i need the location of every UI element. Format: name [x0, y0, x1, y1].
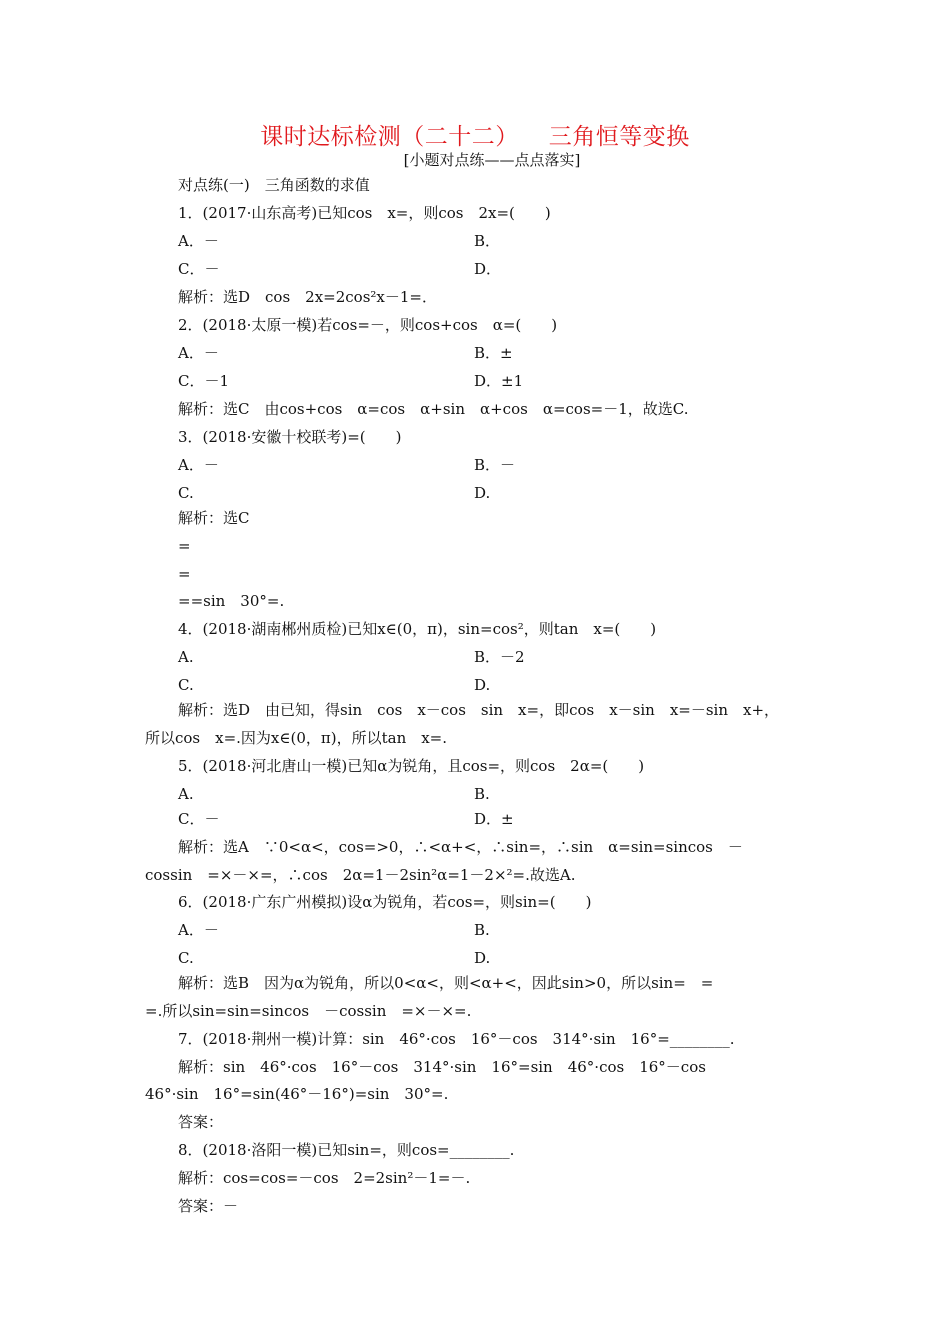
page-title [0, 118, 950, 151]
text-line: 对点练(一) 三角函数的求值 [178, 176, 370, 194]
text-line: 答案： [178, 1113, 224, 1131]
text-line: A. [178, 785, 194, 803]
text-line: C．－1 [178, 372, 230, 390]
title-main: 课时达标检测（二十二） [260, 124, 519, 150]
text-line: cossin =×－×=，∴cos 2α=1－2sin²α=1－2×²=.故选A. [145, 866, 576, 884]
text-line: 解析：sin 46°·cos 16°－cos 314°·sin 16°=sin 46°·cos 16°－cos [178, 1058, 706, 1076]
text-line: 解析：选C [178, 509, 250, 527]
text-line: 3．(2018·安徽十校联考)=( ) [178, 428, 402, 446]
option-right: D．±1 [474, 372, 524, 390]
text-line: C．－ [178, 260, 220, 278]
title-topic: 三角恒等变换 [548, 124, 690, 150]
text-line: 7．(2018·荆州一模)计算：sin 46°·cos 16°－cos 314°·sin 16°=________. [178, 1030, 735, 1048]
text-line: 4．(2018·湖南郴州质检)已知x∈(0，π)，sin=cos²，则tan x=( ) [178, 620, 657, 638]
text-line: 解析：选D 由已知，得sin cos x－cos sin x=，即cos x－sin x=－sin x+， [178, 701, 780, 719]
option-right: B．－ [474, 456, 516, 474]
text-line: A. [178, 648, 194, 666]
text-line: =.所以sin=sin=sincos －cossin =×－×=. [145, 1002, 472, 1020]
text-line: 解析：选C 由cos+cos α=cos α+sin α+cos α=cos=－1，故选C. [178, 400, 689, 418]
text-line: 解析：选B 因为α为锐角，所以0<α<，则<α+<，因此sin>0，所以sin= = [178, 974, 714, 992]
text-line: C. [178, 484, 194, 502]
text-line: 6．(2018·广东广州模拟)设α为锐角，若cos=，则sin=( ) [178, 893, 592, 911]
text-line: A．－ [178, 921, 219, 939]
text-line: A．－ [178, 456, 219, 474]
option-right: B．± [474, 344, 513, 362]
text-line: C. [178, 949, 194, 967]
text-line: A．－ [178, 232, 219, 250]
text-line: 8．(2018·洛阳一模)已知sin=，则cos=________. [178, 1141, 515, 1159]
text-line: 解析：选D cos 2x=2cos²x－1=． [178, 288, 437, 306]
option-right: B． [474, 232, 501, 250]
option-right: B．－2 [474, 648, 525, 666]
text-line: C．－ [178, 810, 220, 828]
option-right: D. [474, 676, 491, 694]
section-subtitle: [小题对点练——点点落实] [403, 151, 581, 169]
text-line: 1．(2017·山东高考)已知cos x=，则cos 2x=( ) [178, 204, 551, 222]
text-line: 解析：选A ∵0<α<，cos=>0，∴<α+<，∴sin=，∴sin α=sin=sincos － [178, 838, 743, 856]
option-right: B. [474, 921, 490, 939]
text-line: A．－ [178, 344, 219, 362]
text-line: 答案：－ [178, 1197, 239, 1215]
text-line: 46°·sin 16°=sin(46°－16°)=sin 30°=. [145, 1085, 449, 1103]
text-line: ==sin 30°=. [178, 592, 285, 610]
text-line: 所以cos x=.因为x∈(0，π)，所以tan x=. [145, 729, 448, 747]
option-right: B. [474, 785, 490, 803]
text-line: 解析：cos=cos=－cos 2=2sin²－1=－. [178, 1169, 471, 1187]
text-line: 5．(2018·河北唐山一模)已知α为锐角，且cos=，则cos 2α=( ) [178, 757, 645, 775]
option-right: D. [474, 484, 491, 502]
option-right: D． [474, 260, 502, 278]
text-line: = [178, 565, 191, 583]
text-line: C. [178, 676, 194, 694]
option-right: D．± [474, 810, 514, 828]
text-line: = [178, 537, 191, 555]
option-right: D. [474, 949, 491, 967]
text-line: 2．(2018·太原一模)若cos=－，则cos+cos α=( ) [178, 316, 558, 334]
